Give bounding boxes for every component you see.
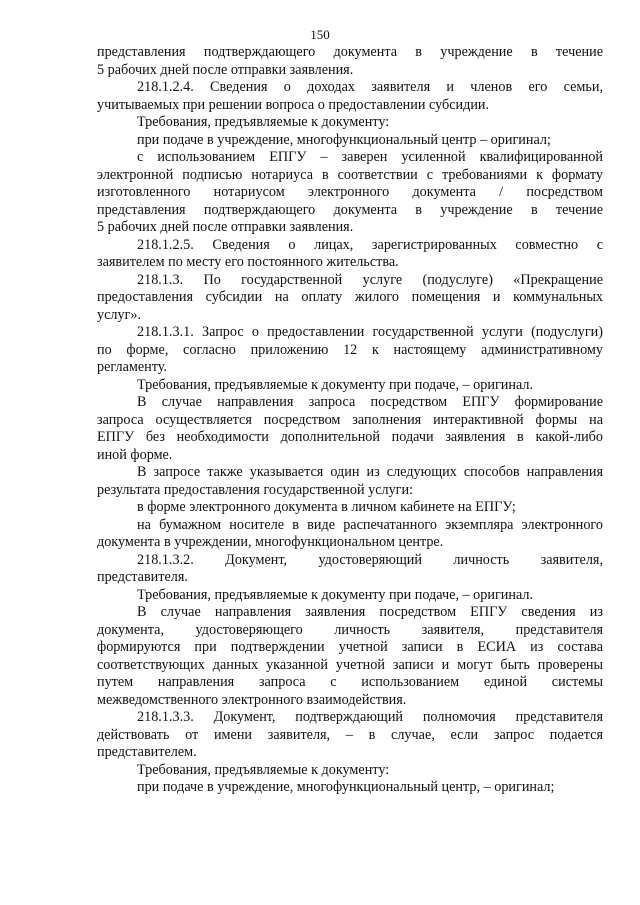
text-line: Требования, предъявляемые к документу при подаче, – оригинал. bbox=[137, 586, 534, 603]
text-line: соответствующих данных указанной учетной записи и могут быть проверены bbox=[97, 656, 603, 673]
paragraph bbox=[97, 587, 603, 605]
paragraph bbox=[97, 779, 603, 797]
text-line: при подаче в учреждение, многофункциональный центр, – оригинал; bbox=[137, 779, 555, 795]
text-line: 218.1.3.3. Документ, подтверждающий полномочия представителя bbox=[137, 709, 603, 725]
paragraph bbox=[97, 149, 603, 237]
text-line: В случае направления заявления посредством ЕПГУ сведения из bbox=[137, 604, 603, 620]
text-line: в форме электронного документа в личном кабинете на ЕПГУ; bbox=[137, 499, 516, 515]
text-line: запроса осуществляется посредством заполнения интерактивной формы на bbox=[97, 411, 603, 428]
text-line: 218.1.2.4. Сведения о доходах заявителя и членов его семьи, bbox=[137, 79, 603, 95]
text-line: электронной подписью нотариуса в соответствии с требованиями к формату bbox=[97, 166, 603, 183]
text-line: представителя. bbox=[97, 569, 188, 585]
text-line: межведомственного электронного взаимодействия. bbox=[97, 691, 407, 708]
paragraph bbox=[97, 464, 603, 499]
text-line: 218.1.3.1. Запрос о предоставлении государственной услуги (подуслуги) bbox=[137, 324, 603, 340]
page-body bbox=[97, 44, 603, 797]
paragraph bbox=[97, 132, 603, 150]
text-line: учитываемых при решении вопроса о предоставлении субсидии. bbox=[97, 96, 490, 113]
text-line: путем направления запроса с использованием единой системы bbox=[97, 674, 603, 690]
paragraph bbox=[97, 762, 603, 780]
paragraph bbox=[97, 377, 603, 395]
page-number: 150 bbox=[310, 27, 330, 42]
text-line: ЕПГУ без необходимости дополнительной подачи заявления в какой-либо bbox=[97, 429, 603, 445]
paragraph bbox=[97, 44, 603, 79]
paragraph bbox=[97, 237, 603, 272]
text-line: 5 рабочих дней после отправки заявления. bbox=[97, 219, 354, 235]
paragraph bbox=[97, 79, 603, 114]
text-line: изготовленного нотариусом электронного документа / посредством bbox=[97, 184, 603, 200]
text-line: В запросе также указывается один из следующих способов направления bbox=[137, 464, 603, 480]
paragraph bbox=[97, 394, 603, 464]
text-line: иной форме. bbox=[97, 446, 173, 463]
text-line: при подаче в учреждение, многофункциональный центр – оригинал; bbox=[137, 131, 551, 148]
paragraph bbox=[97, 114, 603, 132]
text-line: на бумажном носителе в виде распечатанного экземпляра электронного bbox=[137, 516, 603, 533]
paragraph bbox=[97, 552, 603, 587]
text-line: услуг». bbox=[97, 306, 142, 323]
paragraph bbox=[97, 499, 603, 517]
text-line: Требования, предъявляемые к документу: bbox=[137, 761, 390, 778]
text-line: действовать от имени заявителя, – в случае, если запрос подается bbox=[97, 726, 603, 743]
text-line: 218.1.3.2. Документ, удостоверяющий личность заявителя, bbox=[137, 551, 603, 568]
text-line: 218.1.3. По государственной услуге (подуслуге) «Прекращение bbox=[137, 271, 603, 288]
text-line: представления подтверждающего документа в учреждение в течение bbox=[97, 44, 603, 60]
text-line: заявителем по месту его постоянного жительства. bbox=[97, 254, 399, 270]
text-line: регламенту. bbox=[97, 359, 167, 375]
text-line: по форме, согласно приложению 12 к настоящему административному bbox=[97, 341, 603, 358]
text-line: представления подтверждающего документа в учреждение в течение bbox=[97, 201, 603, 218]
text-line: с использованием ЕПГУ – заверен усиленной квалифицированной bbox=[137, 149, 603, 165]
text-line: Требования, предъявляемые к документу при подаче, – оригинал. bbox=[137, 376, 534, 393]
text-line: Требования, предъявляемые к документу: bbox=[137, 114, 390, 130]
text-line: представителем. bbox=[97, 744, 197, 760]
text-line: 218.1.2.5. Сведения о лицах, зарегистрированных совместно с bbox=[137, 236, 603, 253]
text-line: формируются при подтверждении учетной записи в ЕСИА из состава bbox=[97, 639, 603, 655]
text-line: результата предоставления государственной услуги: bbox=[97, 481, 414, 498]
paragraph bbox=[97, 324, 603, 377]
text-line: документа, удостоверяющего личность заявителя, представителя bbox=[97, 621, 603, 638]
text-line: 5 рабочих дней после отправки заявления. bbox=[97, 61, 354, 78]
paragraph bbox=[97, 272, 603, 325]
text-line: В случае направления запроса посредством ЕПГУ формирование bbox=[137, 394, 603, 410]
paragraph bbox=[97, 709, 603, 762]
text-line: предоставления субсидии на оплату жилого помещения и коммунальных bbox=[97, 289, 603, 305]
paragraph bbox=[97, 517, 603, 552]
paragraph bbox=[97, 604, 603, 709]
text-line: документа в учреждении, многофункциональном центре. bbox=[97, 534, 444, 550]
